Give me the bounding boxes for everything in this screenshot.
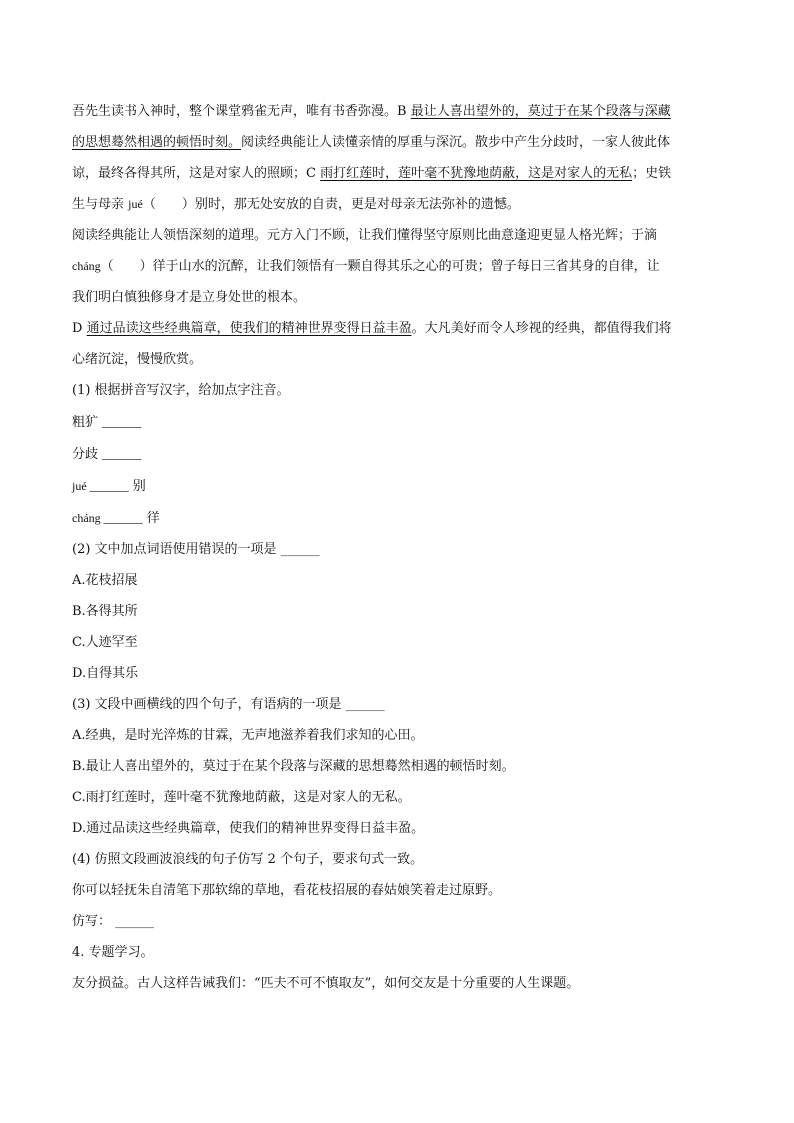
fill-item [72, 438, 724, 470]
answer-blank[interactable]: ______ [103, 510, 143, 525]
item-suffix: 徉 [142, 511, 160, 526]
item-label: 分歧 [72, 447, 103, 462]
underlined-sentence-b: 的思想蓦然相遇的顿悟时刻。 [72, 135, 242, 150]
passage-paragraph-1 [72, 96, 724, 220]
option-c[interactable]: C.雨打红莲时，莲叶毫不犹豫地荫蔽，这是对家人的无私。 [72, 790, 411, 805]
fill-item [72, 502, 724, 534]
text-segment: D [72, 321, 87, 336]
underlined-sentence-d: 通过品读这些经典篇章，使我们的精神世界变得日益丰盈 [86, 321, 412, 336]
passage-line [72, 158, 724, 189]
passage-paragraph-2 [72, 220, 724, 313]
passage-line: 心绪沉淀，慢慢欣赏。 [72, 352, 203, 367]
answer-blank[interactable]: ______ [102, 446, 142, 461]
question-title: (3) 文段中画横线的四个句子，有语病的一项是 ______ [72, 697, 385, 712]
option-b[interactable]: B.各得其所 [72, 604, 138, 619]
passage-paragraph-3 [72, 313, 724, 375]
item-label: 粗犷 [72, 415, 103, 430]
question-1 [72, 375, 724, 534]
question-title: (1) 根据拼音写汉字，给加点字注音。 [72, 383, 290, 398]
option-c[interactable]: C.人迹罕至 [72, 635, 138, 650]
text-segment: 。大凡美好而令人珍视的经典，都值得我们将 [411, 321, 672, 336]
model-sentence: 你可以轻抚朱自清笔下那软绵的草地，看花枝招展的春姑娘笑着走过原野。 [72, 883, 502, 898]
question-3 [72, 689, 724, 844]
section-4 [72, 937, 724, 999]
text-segment: 生与母亲 [72, 197, 129, 212]
text-segment: （ ）徉于山水的沉醉，让我们领悟有一颗自得其乐之心的可贵；曾子每日三省其身的自律，让 [100, 259, 660, 274]
answer-blank[interactable]: ______ [89, 478, 129, 493]
imitation-answer-line[interactable]: 仿写： ______ [72, 914, 155, 929]
text-segment: （ ）别时，那无处安放的自责，更是对母亲无法弥补的遗憾。 [142, 197, 520, 212]
fill-item [72, 406, 724, 438]
option-a[interactable]: A.经典，是时光淬炼的甘霖，无声地滋养着我们求知的心田。 [72, 728, 424, 743]
question-title: (2) 文中加点词语使用错误的一项是 ______ [72, 542, 320, 557]
text-segment: 谅，最终各得其所，这是对家人的照顾；C [72, 166, 321, 181]
passage-line: 阅读经典能让人领悟深刻的道理。元方入门不顾，让我们懂得坚守原则比曲意逢迎更显人格光辉；于滴 [72, 228, 658, 243]
document-page [72, 96, 724, 999]
question-4 [72, 844, 724, 937]
passage-line [72, 96, 724, 127]
passage-line: 我们明白慎独修身才是立身处世的根本。 [72, 290, 307, 305]
item-label: jué [72, 479, 90, 493]
underlined-sentence-b: 最让人喜出望外的，莫过于在某个段落与深藏 [410, 104, 671, 119]
passage-line [72, 313, 724, 344]
text-segment: ；史铁 [632, 166, 672, 181]
item-suffix: 别 [128, 479, 146, 494]
fill-item [72, 470, 724, 502]
item-label: cháng [72, 511, 104, 525]
underlined-sentence-c: 雨打红莲时，莲叶毫不犹豫地荫蔽，这是对家人的无私 [320, 166, 633, 181]
passage-line [72, 189, 724, 220]
text-segment: 阅读经典能让人读懂亲情的厚重与深沉。散步中产生分歧时，一家人彼此体 [241, 135, 671, 150]
text-segment: 吾先生读书入神时，整个课堂鸦雀无声，唯有书香弥漫。B [72, 104, 411, 119]
question-2 [72, 534, 724, 689]
answer-blank[interactable]: ______ [102, 414, 142, 429]
passage-line [72, 251, 724, 282]
option-a[interactable]: A.花枝招展 [72, 573, 138, 588]
question-title: (4) 仿照文段画波浪线的句子仿写 2 个句子，要求句式一致。 [72, 852, 424, 867]
pinyin-jue: jué [128, 197, 143, 211]
option-d[interactable]: D.自得其乐 [72, 666, 139, 681]
section-text: 友分损益。古人这样告诫我们：“匹夫不可不慎取友”，如何交友是十分重要的人生课题。 [72, 976, 580, 991]
option-d[interactable]: D.通过品读这些经典篇章，使我们的精神世界变得日益丰盈。 [72, 821, 425, 836]
passage-line [72, 127, 724, 158]
pinyin-chang: cháng [72, 259, 101, 273]
option-b[interactable]: B.最让人喜出望外的，莫过于在某个段落与深藏的思想蓦然相遇的顿悟时刻。 [72, 759, 515, 774]
section-title: 4. 专题学习。 [72, 945, 154, 960]
